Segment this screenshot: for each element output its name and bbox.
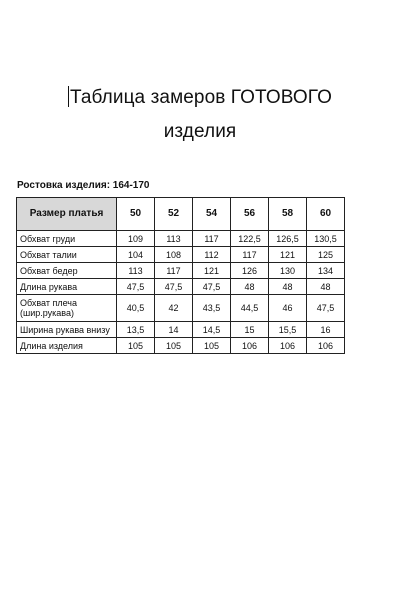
- row-label: [17, 295, 117, 322]
- header-size-label: Размер платья: [17, 198, 117, 231]
- table-cell: 15: [231, 322, 269, 338]
- table-cell: 130,5: [307, 231, 345, 247]
- table-cell: 47,5: [155, 279, 193, 295]
- growth-range-label: Ростовка изделия: 164-170: [17, 180, 150, 191]
- header-size-54: 54: [193, 198, 231, 231]
- row-label-line-1: Обхват плеча: [20, 298, 77, 308]
- table-cell: 14,5: [193, 322, 231, 338]
- table-cell: 121: [193, 263, 231, 279]
- table-cell: 117: [193, 231, 231, 247]
- table-cell: 113: [117, 263, 155, 279]
- title-text-1: Таблица замеров ГОТОВОГО: [70, 87, 332, 108]
- table-header-row: [17, 198, 345, 231]
- table-row-sleeve-length: [17, 279, 345, 295]
- header-size-56: 56: [231, 198, 269, 231]
- table-cell: 126,5: [269, 231, 307, 247]
- table-cell: 40,5: [117, 295, 155, 322]
- table-cell: 106: [269, 338, 307, 354]
- table-cell: 126: [231, 263, 269, 279]
- page-title-line-2: изделия: [163, 121, 237, 142]
- header-size-58: 58: [269, 198, 307, 231]
- table-cell: 15,5: [269, 322, 307, 338]
- table-row-shoulder-girth: [17, 295, 345, 322]
- table-row-garment-length: [17, 338, 345, 354]
- table-cell: 105: [193, 338, 231, 354]
- table-cell: 125: [307, 247, 345, 263]
- row-label: Обхват груди: [17, 231, 117, 247]
- table-cell: 48: [231, 279, 269, 295]
- table-cell: 122,5: [231, 231, 269, 247]
- table-cell: 109: [117, 231, 155, 247]
- table-cell: 13,5: [117, 322, 155, 338]
- table-cell: 113: [155, 231, 193, 247]
- table-cell: 121: [269, 247, 307, 263]
- header-size-50: 50: [117, 198, 155, 231]
- table-cell: 134: [307, 263, 345, 279]
- row-label: Длина рукава: [17, 279, 117, 295]
- row-label-line-2: (шир.рукава): [20, 308, 74, 318]
- row-label: Обхват бедер: [17, 263, 117, 279]
- table-cell: 117: [155, 263, 193, 279]
- table-row-hips: [17, 263, 345, 279]
- table-cell: 43,5: [193, 295, 231, 322]
- table-cell: 104: [117, 247, 155, 263]
- table-row-chest: [17, 231, 345, 247]
- table-row-sleeve-width-bottom: [17, 322, 345, 338]
- page-title-line-1: [0, 86, 400, 109]
- table-cell: 106: [307, 338, 345, 354]
- table-cell: 130: [269, 263, 307, 279]
- table-cell: 108: [155, 247, 193, 263]
- table-cell: 106: [231, 338, 269, 354]
- table-cell: 44,5: [231, 295, 269, 322]
- table-cell: 47,5: [307, 295, 345, 322]
- table-cell: 117: [231, 247, 269, 263]
- table-cell: 105: [155, 338, 193, 354]
- table-cell: 48: [269, 279, 307, 295]
- header-size-60: 60: [307, 198, 345, 231]
- table-cell: 16: [307, 322, 345, 338]
- table-cell: 47,5: [117, 279, 155, 295]
- text-cursor: [68, 86, 69, 107]
- header-size-52: 52: [155, 198, 193, 231]
- table-cell: 105: [117, 338, 155, 354]
- table-cell: 14: [155, 322, 193, 338]
- row-label: Обхват талии: [17, 247, 117, 263]
- table-cell: 48: [307, 279, 345, 295]
- row-label: Ширина рукава внизу: [17, 322, 117, 338]
- table-cell: 47,5: [193, 279, 231, 295]
- row-label: Длина изделия: [17, 338, 117, 354]
- size-chart-table: [16, 197, 345, 354]
- table-row-waist: [17, 247, 345, 263]
- table-cell: 46: [269, 295, 307, 322]
- table-cell: 42: [155, 295, 193, 322]
- table-cell: 112: [193, 247, 231, 263]
